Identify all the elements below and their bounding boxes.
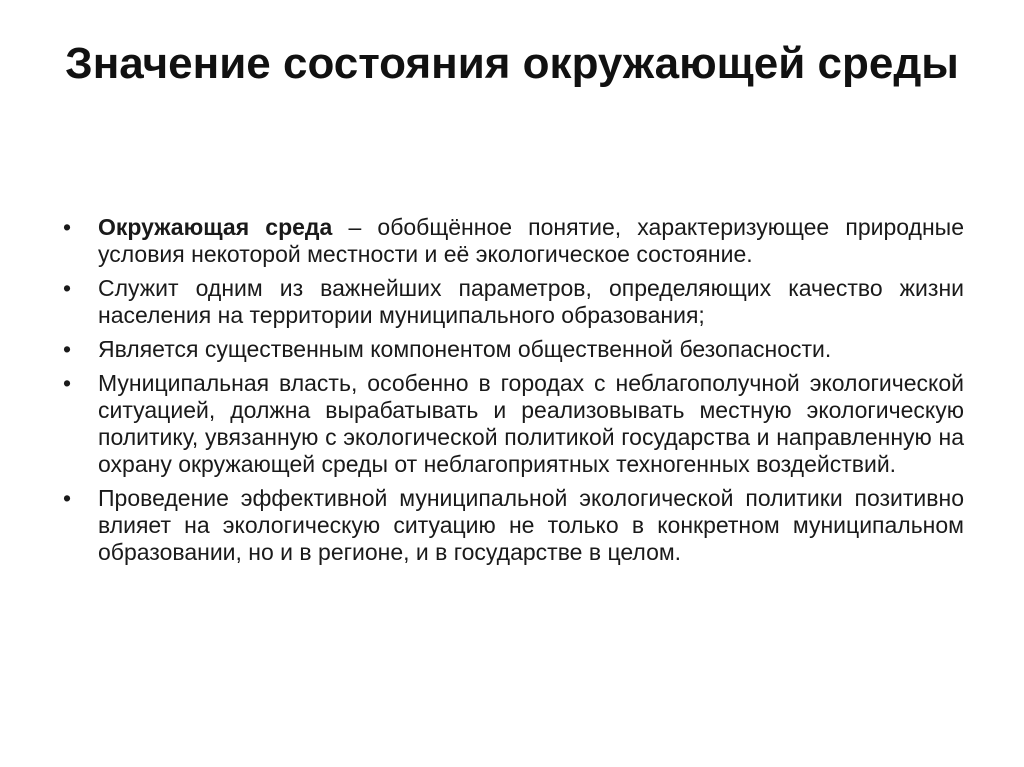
bullet-text: Проведение эффективной муниципальной экологической политики позитивно влияет на экологическую ситуацию не только в конкретном муниципальном образовании, но и в регионе, и в государстве в целом. <box>98 485 964 565</box>
slide-title: Значение состояния окружающей среды <box>65 39 959 88</box>
bullet-text: Является существенным компонентом общественной безопасности. <box>98 336 832 362</box>
bullet-item-public-safety <box>60 336 964 363</box>
bullet-list <box>60 214 964 573</box>
bullet-text: – обобщённое понятие, характеризующее природные условия некоторой местности и её экологическое состояние. <box>98 214 964 267</box>
bullet-item-environment-definition <box>60 214 964 268</box>
bullet-item-municipal-policy <box>60 370 964 478</box>
bullet-text: Служит одним из важнейших параметров, определяющих качество жизни населения на территории муниципального образования; <box>98 275 964 328</box>
bullet-marker: • <box>62 485 72 511</box>
bullet-item-policy-effect <box>60 485 964 566</box>
bullet-marker: • <box>62 275 72 301</box>
bullet-marker: • <box>62 370 72 396</box>
bullet-term: Окружающая среда <box>98 214 333 240</box>
bullet-marker: • <box>62 336 72 362</box>
bullet-marker: • <box>62 214 72 240</box>
bullet-item-quality-of-life <box>60 275 964 329</box>
bullet-text: Муниципальная власть, особенно в городах с неблагополучной экологической ситуацией, должна вырабатывать и реализовывать местную экологическую политику, увязанную с экологической политикой государства и направленную на охрану окружающей среды от неблагоприятных техногенных воздействий. <box>98 370 964 477</box>
